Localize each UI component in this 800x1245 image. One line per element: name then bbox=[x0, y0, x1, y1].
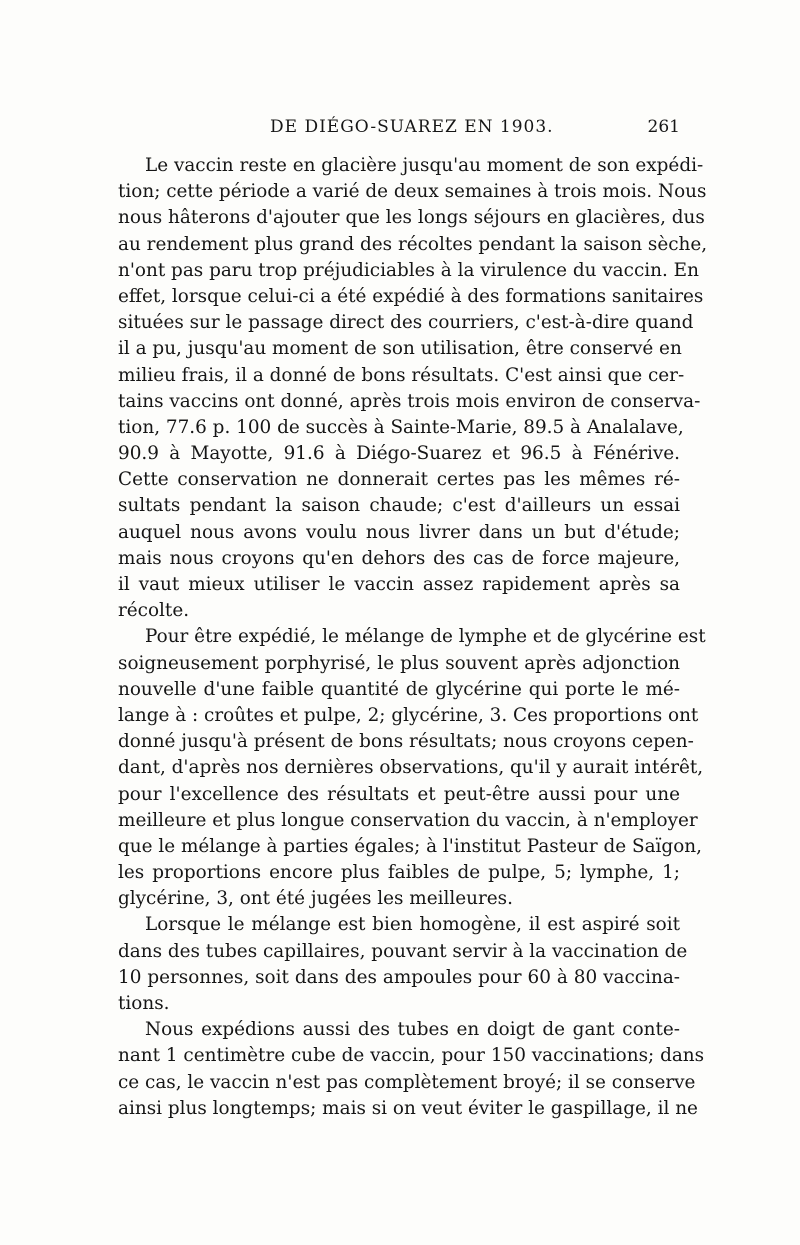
page-number: 261 bbox=[647, 117, 680, 137]
text-line: situées sur le passage direct des courriers, c'est-à-dire quand bbox=[118, 312, 694, 334]
text-line: nant 1 centimètre cube de vaccin, pour 150 vaccinations; dans bbox=[118, 1045, 705, 1067]
text-line: meilleure et plus longue conservation du vaccin, à n'employer bbox=[118, 809, 698, 831]
paragraph-capillary-tubes bbox=[118, 912, 688, 1017]
text-line: ce cas, le vaccin n'est pas complètement broyé; il se conserve bbox=[118, 1071, 696, 1093]
text-line: dans des tubes capillaires, pouvant servir à la vaccination de bbox=[118, 940, 688, 962]
text-line: mais nous croyons qu'en dehors des cas de force majeure, bbox=[118, 547, 680, 569]
text-line: 90.9 à Mayotte, 91.6 à Diégo-Suarez et 96.5 à Fénérive. bbox=[118, 443, 680, 465]
text-line: dant, d'après nos dernières observations, qu'il y aurait intérêt, bbox=[118, 757, 704, 779]
text-line: Le vaccin reste en glacière jusqu'au moment de son expédi- bbox=[145, 155, 704, 176]
text-line: effet, lorsque celui-ci a été expédié à des formations sanitaires bbox=[118, 285, 704, 307]
text-line: soigneusement porphyrisé, le plus souvent après adjonction bbox=[118, 652, 680, 674]
text-line: tains vaccins ont donné, après trois mois environ de conserva- bbox=[118, 390, 701, 412]
text-line: nouvelle d'une faible quantité de glycérine qui porte le mé- bbox=[118, 678, 680, 700]
text-line: au rendement plus grand des récoltes pendant la saison sèche, bbox=[118, 233, 708, 255]
text-line: milieu frais, il a donné de bons résultats. C'est ainsi que cer- bbox=[118, 364, 685, 386]
text-line: sultats pendant la saison chaude; c'est d'ailleurs un essai bbox=[118, 495, 680, 517]
text-line: récolte. bbox=[118, 600, 190, 622]
text-line: que le mélange à parties égales; à l'institut Pasteur de Saïgon, bbox=[118, 835, 702, 857]
text-line: lange à : croûtes et pulpe, 2; glycérine, 3. Ces proportions ont bbox=[118, 704, 699, 726]
text-line: ainsi plus longtemps; mais si on veut éviter le gaspillage, il ne bbox=[118, 1097, 698, 1119]
text-line: il a pu, jusqu'au moment de son utilisation, être conservé en bbox=[118, 338, 682, 360]
text-line: Pour être expédié, le mélange de lymphe et de glycérine est bbox=[145, 626, 706, 648]
text-line: n'ont pas paru trop préjudiciables à la virulence du vaccin. En bbox=[118, 259, 699, 281]
running-title: DE DIÉGO-SUAREZ EN 1903. bbox=[270, 117, 554, 137]
text-line: tion, 77.6 p. 100 de succès à Sainte-Marie, 89.5 à Analalave, bbox=[118, 416, 684, 438]
text-line: glycérine, 3, ont été jugées les meilleures. bbox=[118, 888, 513, 910]
text-line: il vaut mieux utiliser le vaccin assez rapidement après sa bbox=[118, 574, 680, 595]
text-line: auquel nous avons voulu nous livrer dans un but d'étude; bbox=[118, 521, 680, 543]
text-line: Lorsque le mélange est bien homogène, il est aspiré soit bbox=[145, 914, 680, 936]
text-line: nous hâterons d'ajouter que les longs séjours en glacières, dus bbox=[118, 207, 705, 229]
paragraph-mixture-preparation bbox=[118, 624, 706, 912]
text-line: donné jusqu'à présent de bons résultats; nous croyons cepen- bbox=[118, 731, 694, 753]
text-line: tion; cette période a varié de deux semaines à trois mois. Nous bbox=[118, 181, 707, 203]
text-line: Nous expédions aussi des tubes en doigt de gant conte- bbox=[145, 1019, 680, 1041]
text-line: Cette conservation ne donnerait certes pas les mêmes ré- bbox=[118, 469, 680, 491]
text-line: 10 personnes, soit dans des ampoules pour 60 à 80 vaccina- bbox=[118, 966, 680, 988]
paragraph-glove-finger-tubes bbox=[118, 1017, 705, 1122]
text-line: tions. bbox=[118, 993, 170, 1014]
paragraph-vaccine-storage bbox=[118, 153, 708, 624]
running-head bbox=[118, 117, 680, 143]
text-line: les proportions encore plus faibles de pulpe, 5; lymphe, 1; bbox=[118, 862, 680, 884]
text-line: pour l'excellence des résultats et peut-être aussi pour une bbox=[118, 783, 680, 805]
body-text bbox=[118, 153, 708, 1122]
